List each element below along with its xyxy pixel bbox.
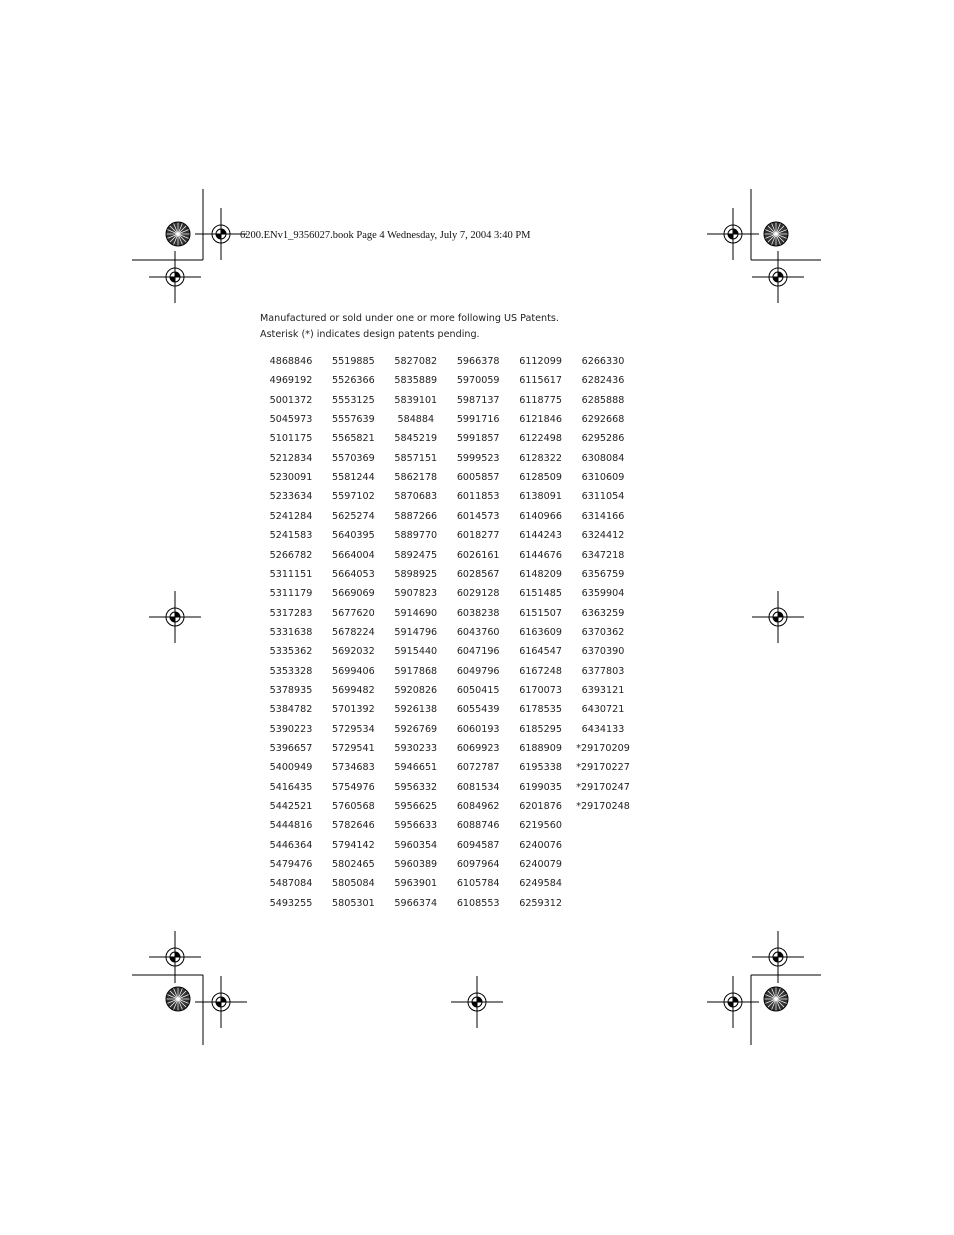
patent-number: 5416435: [269, 781, 313, 793]
patent-number: 5960389: [394, 859, 438, 871]
patent-number: 6121846: [519, 414, 562, 426]
patent-number: 6029128: [456, 588, 500, 600]
crosshair-mark-top-left-side: [149, 251, 201, 303]
intro-line-2: Asterisk (*) indicates design patents pending.: [260, 329, 480, 340]
patent-intro: [260, 311, 680, 343]
intro-line-1: Manufactured or sold under one or more following US Patents.: [260, 313, 559, 324]
patent-number: 6195338: [519, 762, 562, 774]
patent-number: 5699482: [332, 684, 375, 696]
patent-number: 6138091: [519, 491, 562, 503]
patent-number: 6043760: [456, 626, 500, 638]
patent-number: 5479476: [269, 859, 313, 871]
patent-number: 6310609: [581, 472, 625, 484]
patent-number: 5335362: [269, 646, 313, 658]
patent-number: 5946651: [394, 762, 438, 774]
patent-number: 6201876: [519, 801, 562, 813]
patent-number: 6081534: [456, 781, 500, 793]
patent-number: 5966378: [456, 356, 500, 367]
patent-number: 5729541: [332, 743, 375, 754]
patent-number: 5802465: [332, 859, 375, 871]
patent-number: 5557639: [332, 414, 375, 426]
crosshair-mark-top-right-side: [752, 251, 804, 303]
patent-number: 6311054: [581, 491, 625, 503]
patent-number: 5991716: [456, 414, 500, 426]
patent-number: 5915440: [394, 646, 438, 658]
patent-number: 5987137: [456, 394, 500, 406]
patent-number: 6148209: [519, 568, 562, 580]
patent-number: 6097964: [456, 859, 500, 871]
patent-number: 5930233: [394, 743, 438, 754]
patent-number: 5241284: [269, 510, 313, 522]
patent-number: 6285888: [581, 394, 625, 406]
patent-number: 6122498: [519, 433, 562, 445]
patent-number: 6072787: [456, 762, 500, 774]
patent-number: 6249584: [519, 878, 562, 890]
patent-number: 5907823: [394, 588, 438, 600]
patent-number: 5311179: [269, 588, 313, 600]
patent-number: 6018277: [456, 530, 500, 542]
patent-number: 5835889: [394, 375, 438, 387]
patent-number: 6219560: [519, 820, 562, 832]
patent-number: 6140966: [519, 510, 562, 522]
patent-number: 5870683: [394, 491, 438, 503]
patent-number: 5862178: [394, 472, 438, 484]
starburst-mark-bottom-right: [764, 987, 788, 1011]
patent-number: 5311151: [269, 568, 313, 580]
patent-number: 6393121: [581, 684, 625, 696]
patent-number: 5266782: [269, 549, 313, 561]
patent-number: *29170247: [576, 781, 630, 793]
patent-number: 6266330: [581, 356, 625, 367]
patent-number: 6363259: [581, 607, 625, 619]
patent-number: 6164547: [519, 646, 562, 658]
patent-number: 5692032: [332, 646, 375, 658]
crosshair-mark-middle-left: [149, 591, 201, 643]
patent-number: 5966374: [394, 897, 438, 909]
patent-number: 6347218: [581, 549, 625, 561]
patent-number: 5914690: [394, 607, 438, 619]
patent-number: 5444816: [269, 820, 313, 832]
patent-number: 5331638: [269, 626, 313, 638]
print-slug-header: 6200.ENv1_9356027.book Page 4 Wednesday, July 7, 2004 3:40 PM: [240, 230, 531, 241]
patent-number: 6014573: [456, 510, 500, 522]
patent-number: 5640395: [332, 530, 375, 542]
patent-number: 6370362: [581, 626, 625, 638]
patent-number: 6240079: [519, 859, 562, 871]
patent-number: 4868846: [269, 356, 313, 367]
patent-number: 5212834: [269, 452, 313, 464]
patent-number: 5664053: [332, 568, 375, 580]
patent-number: 5553125: [332, 394, 375, 406]
patent-number: 6069923: [456, 743, 500, 754]
patent-number: 6144676: [519, 549, 562, 561]
patent-number: 5699406: [332, 665, 375, 677]
patent-number: 5734683: [332, 762, 375, 774]
patent-number: 5230091: [269, 472, 313, 484]
patent-number: 5887266: [394, 510, 438, 522]
patent-number: 6292668: [581, 414, 625, 426]
patent-number: 6050415: [456, 684, 500, 696]
patent-number: 5045973: [269, 414, 313, 426]
patent-number: 5956332: [394, 781, 438, 793]
patent-number: 6370390: [581, 646, 625, 658]
patent-number: 5805084: [332, 878, 375, 890]
patent-number: 6282436: [581, 375, 625, 387]
patent-number: 6094587: [456, 839, 500, 851]
patent-number: 5442521: [269, 801, 313, 813]
patent-number: 5400949: [269, 762, 313, 774]
patent-number: 5914796: [394, 626, 438, 638]
crosshair-mark-middle-right: [752, 591, 804, 643]
patent-number: 6167248: [519, 665, 562, 677]
patent-number: 5926138: [394, 704, 438, 716]
patent-number: 5999523: [456, 452, 500, 464]
patent-number: 5794142: [332, 839, 375, 851]
patent-number: 6049796: [456, 665, 500, 677]
patent-number: 5917868: [394, 665, 438, 677]
patent-number: 5565821: [332, 433, 375, 445]
patent-number: 4969192: [269, 375, 313, 387]
patent-number: *29170209: [576, 743, 630, 754]
patent-number: 6028567: [456, 568, 500, 580]
patent-number: 6128322: [519, 452, 562, 464]
patent-number: 5760568: [332, 801, 375, 813]
patent-number: 5845219: [394, 433, 438, 445]
patent-number: 6084962: [456, 801, 500, 813]
patent-number: 5782646: [332, 820, 375, 832]
patent-number: 6377803: [581, 665, 625, 677]
patent-number: 6240076: [519, 839, 562, 851]
patent-number: 6259312: [519, 897, 562, 909]
patent-number: 6115617: [519, 375, 562, 387]
patent-number: 5889770: [394, 530, 438, 542]
patent-number: 6185295: [519, 723, 562, 735]
patent-number: 6112099: [519, 356, 562, 367]
patent-number: 5991857: [456, 433, 500, 445]
patent-number: 6088746: [456, 820, 500, 832]
patent-number: 6434133: [581, 723, 625, 735]
patent-number: 5669069: [332, 588, 375, 600]
patent-number: 6005857: [456, 472, 500, 484]
patent-number: 5378935: [269, 684, 313, 696]
patent-number: 6178535: [519, 704, 562, 716]
patent-number: 5920826: [394, 684, 438, 696]
patent-number: 6199035: [519, 781, 562, 793]
patent-number: 5754976: [332, 781, 375, 793]
patent-number: 6163609: [519, 626, 562, 638]
patent-number: 5729534: [332, 723, 375, 735]
patent-number: 5353328: [269, 665, 313, 677]
patent-number: 6324412: [581, 530, 625, 542]
patent-number: 584884: [397, 414, 435, 426]
patent-number: 5233634: [269, 491, 313, 503]
patent-number: 6011853: [456, 491, 500, 503]
patent-number: 5570369: [332, 452, 375, 464]
patent-number: 5384782: [269, 704, 313, 716]
patent-number: 5970059: [456, 375, 500, 387]
patent-number: 5963901: [394, 878, 438, 890]
patent-number: 5678224: [332, 626, 375, 638]
patent-number: 5956633: [394, 820, 438, 832]
crosshair-mark-bottom-center: [451, 976, 503, 1028]
patent-number: 5839101: [394, 394, 438, 406]
patent-number: 5892475: [394, 549, 438, 561]
patent-number: 5241583: [269, 530, 313, 542]
patent-number: 5001372: [269, 394, 313, 406]
patent-number: 5677620: [332, 607, 375, 619]
patent-number: 6151507: [519, 607, 562, 619]
patent-number: 5317283: [269, 607, 313, 619]
patent-number: 5960354: [394, 839, 438, 851]
patent-number: 5581244: [332, 472, 375, 484]
patent-number: 6047196: [456, 646, 500, 658]
patent-number: 5664004: [332, 549, 375, 561]
patent-number: 5857151: [394, 452, 438, 464]
patent-number: 6295286: [581, 433, 625, 445]
patent-number: 5101175: [269, 433, 313, 445]
starburst-mark-top-left: [166, 222, 190, 246]
patent-number: *29170227: [576, 762, 630, 774]
patent-number: 6188909: [519, 743, 562, 754]
patent-number: 6314166: [581, 510, 625, 522]
starburst-mark-bottom-left: [166, 987, 190, 1011]
patent-number: 5493255: [269, 897, 313, 909]
patent-number: 5396657: [269, 743, 313, 754]
starburst-mark-top-right: [764, 222, 788, 246]
patent-number: 5597102: [332, 491, 375, 503]
patent-number: 6356759: [581, 568, 625, 580]
patent-number: 5519885: [332, 356, 375, 367]
patent-number: 6308084: [581, 452, 625, 464]
patent-number: *29170248: [576, 801, 630, 813]
patent-number: 6359904: [581, 588, 625, 600]
patent-number: 6128509: [519, 472, 562, 484]
patent-number: 6055439: [456, 704, 500, 716]
patent-number: 6170073: [519, 684, 562, 696]
patent-number: 6108553: [456, 897, 500, 909]
patent-number: 6151485: [519, 588, 562, 600]
patent-number: 5898925: [394, 568, 438, 580]
patent-number: 5446364: [269, 839, 313, 851]
patent-number: 5805301: [332, 897, 375, 909]
patent-number: 5390223: [269, 723, 313, 735]
patent-number: 6144243: [519, 530, 562, 542]
patent-number: 5701392: [332, 704, 375, 716]
patent-number: 6026161: [456, 549, 500, 561]
patent-number: 5625274: [332, 510, 375, 522]
patent-number: 5487084: [269, 878, 313, 890]
patent-number: 5526366: [332, 375, 375, 387]
patent-number: 5926769: [394, 723, 438, 735]
patent-number: 6060193: [456, 723, 500, 735]
patent-number: 6118775: [519, 394, 562, 406]
patent-number: 5827082: [394, 356, 438, 367]
patent-number: 5956625: [394, 801, 438, 813]
patent-number: 6430721: [581, 704, 625, 716]
patent-number: 6105784: [456, 878, 500, 890]
patent-number: 6038238: [456, 607, 500, 619]
